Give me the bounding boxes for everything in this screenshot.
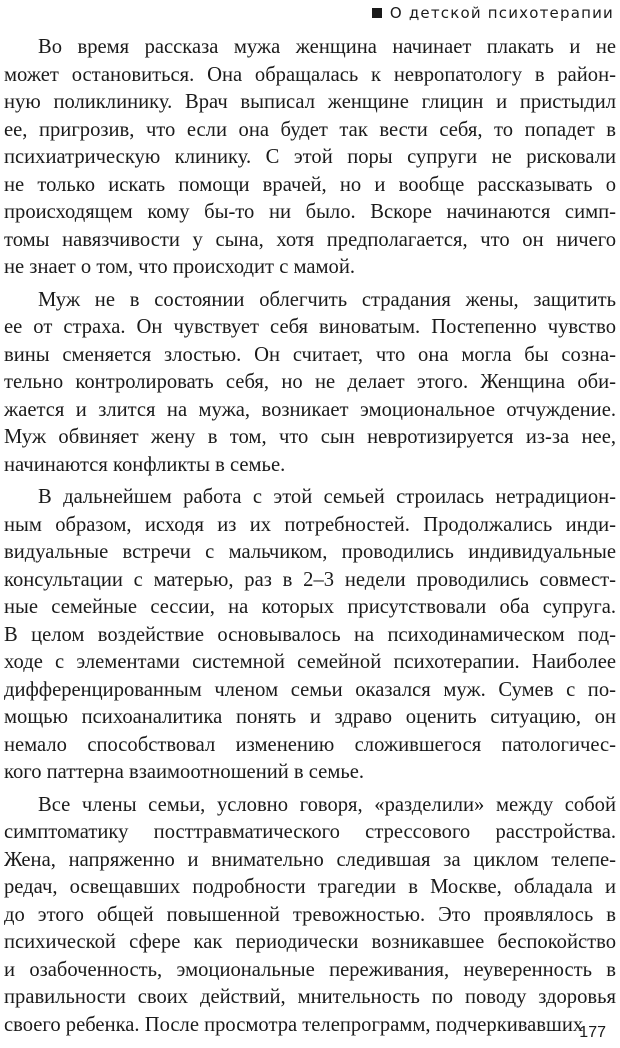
text-line: В целом воздействие основывалось на психодинамическом под- bbox=[4, 623, 616, 646]
text-line: кого паттерна взаимоотношений в семье. bbox=[4, 761, 365, 783]
text-line: В дальнейшем работа с этой семьей строилась нетрадицион- bbox=[38, 486, 616, 508]
paragraph bbox=[4, 287, 616, 480]
text-line: ее, пригрозив, что если она будет так вести себя, то попадет в bbox=[4, 118, 616, 141]
text-line: Все члены семьи, условно говоря, «разделили» между собой bbox=[38, 793, 616, 816]
text-line: ее от страха. Он чувствует себя виноватым. Постепенно чувство bbox=[4, 316, 616, 338]
text-line: тельно контролировать себя, но не делает этого. Женщина оби- bbox=[4, 371, 616, 393]
text-line: редач, освещавших подробности трагедии в Москве, обладала и bbox=[4, 876, 616, 898]
text-line: симптоматику посттравматического стрессового расстройства. bbox=[4, 821, 616, 843]
text-line: психиатрическую клинику. С этой поры супруги не рисковали bbox=[4, 146, 616, 168]
text-line: Муж не в состоянии облегчить страдания жены, защитить bbox=[38, 288, 616, 311]
text-line: не знает о том, что происходит с мамой. bbox=[4, 256, 356, 278]
text-line: до этого общей повышенной тревожностью. Это проявлялось в bbox=[4, 903, 616, 926]
paragraph bbox=[4, 484, 616, 787]
running-title: О детской психотерапии bbox=[389, 4, 614, 22]
text-line: жается и злится на мужа, возникает эмоциональное отчуждение. bbox=[4, 398, 616, 421]
paragraph bbox=[4, 792, 616, 1040]
body-text bbox=[4, 34, 616, 1044]
paragraph bbox=[4, 34, 616, 282]
text-line: и озабоченность, эмоциональные переживания, неуверенность в bbox=[4, 958, 616, 981]
text-line: может остановиться. Она обращалась к невропатологу в район- bbox=[4, 63, 616, 86]
running-head bbox=[372, 4, 614, 22]
text-line: Муж обвиняет жену в том, что сын невротизируется из-за нее, bbox=[4, 426, 616, 448]
text-line: вины сменяется злостью. Он считает, что она могла бы созна- bbox=[4, 343, 616, 366]
text-line: немало способствовал изменению сложившегося патологичес- bbox=[4, 733, 616, 756]
page-number: 177 bbox=[579, 1024, 606, 1041]
square-bullet-icon bbox=[372, 8, 382, 18]
text-line: Жена, напряженно и внимательно следившая за циклом телепе- bbox=[4, 848, 616, 871]
text-line: не только искать помощи врачей, но и вообще рассказывать о bbox=[4, 173, 616, 196]
text-line: Во время рассказа мужа женщина начинает плакать и не bbox=[38, 36, 616, 58]
text-line: томы навязчивости у сына, хотя предполагается, что он ничего bbox=[4, 228, 616, 251]
text-line: видуальные встречи с мальчиком, проводились индивидуальные bbox=[4, 541, 616, 563]
text-line: консультации с матерью, раз в 2–3 недели проводились совмест- bbox=[4, 568, 616, 591]
text-line: мощью психоаналитика понять и здраво оценить ситуацию, он bbox=[4, 706, 616, 728]
text-line: ную поликлинику. Врач выписал женщине глицин и пристыдил bbox=[4, 91, 616, 113]
text-line: дифференцированным членом семьи оказался муж. Сумев с по- bbox=[4, 678, 616, 701]
text-line: психической сфере как периодически возникавшее беспокойство bbox=[4, 931, 616, 953]
text-line: происходящем кому бы-то ни было. Вскоре начинаются симп- bbox=[4, 201, 616, 223]
text-line: правильности своих действий, мнительность по поводу здоровья bbox=[4, 986, 616, 1008]
text-line: ные семейные сессии, на которых присутствовали оба супруга. bbox=[4, 596, 616, 618]
text-line: ходе с элементами системной семейной психотерапии. Наиболее bbox=[4, 651, 616, 673]
text-line: начинаются конфликты в семье. bbox=[4, 453, 286, 476]
text-line: своего ребенка. После просмотра телепрограмм, подчеркивавших bbox=[4, 1013, 584, 1036]
text-line: ным образом, исходя из их потребностей. Продолжались инди- bbox=[4, 513, 616, 536]
